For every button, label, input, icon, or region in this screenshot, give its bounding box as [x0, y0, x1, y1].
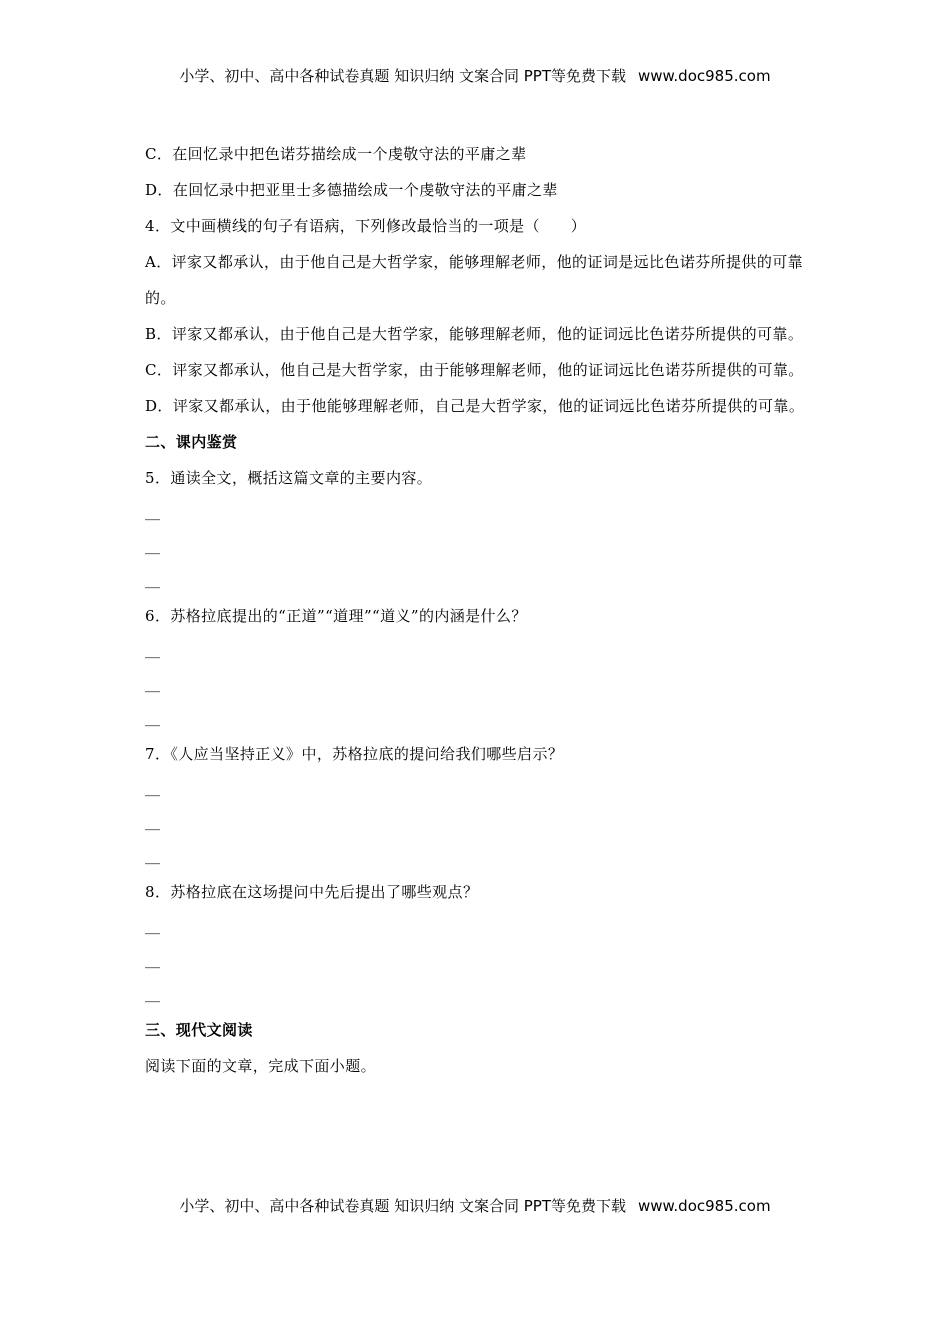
header-text: 小学、初中、高中各种试卷真题 知识归纳 文案合同 PPT等免费下载	[179, 67, 626, 85]
answer-blank[interactable]: ＿	[145, 814, 161, 832]
q3-option-d: D．在回忆录中把亚里士多德描绘成一个虔敬守法的平庸之辈	[145, 181, 558, 199]
q4-option-c: C．评家又都承认，他自己是大哲学家，由于能够理解老师，他的证词远比色诺芬所提供的可靠。	[145, 361, 804, 379]
footer-url[interactable]: www.doc985.com	[637, 1197, 771, 1215]
q4-stem: 4．文中画横线的句子有语病，下列修改最恰当的一项是（ ）	[145, 217, 587, 235]
header-url[interactable]: www.doc985.com	[637, 67, 771, 85]
q3-option-c: C．在回忆录中把色诺芬描绘成一个虔敬守法的平庸之辈	[145, 145, 527, 163]
page-footer	[0, 1196, 950, 1216]
page-header	[0, 66, 950, 86]
q4-option-b: B．评家又都承认，由于他自己是大哲学家，能够理解老师，他的证词远比色诺芬所提供的可靠。	[145, 325, 804, 343]
answer-blank[interactable]: ＿	[145, 952, 161, 970]
q7-stem: 7．《人应当坚持正义》中，苏格拉底的提问给我们哪些启示？	[145, 745, 564, 763]
q5-stem: 5．通读全文，概括这篇文章的主要内容。	[145, 469, 433, 487]
section-3-instruction: 阅读下面的文章，完成下面小题。	[145, 1057, 377, 1075]
answer-blank[interactable]: ＿	[145, 848, 161, 866]
answer-blank[interactable]: ＿	[145, 918, 161, 936]
answer-blank[interactable]: ＿	[145, 710, 161, 728]
q8-stem: 8．苏格拉底在这场提问中先后提出了哪些观点？	[145, 883, 479, 901]
answer-blank[interactable]: ＿	[145, 676, 161, 694]
document-body	[145, 136, 810, 1084]
answer-blank[interactable]: ＿	[145, 572, 161, 590]
answer-blank[interactable]: ＿	[145, 780, 161, 798]
footer-text: 小学、初中、高中各种试卷真题 知识归纳 文案合同 PPT等免费下载	[179, 1197, 626, 1215]
answer-blank[interactable]: ＿	[145, 504, 161, 522]
section-3-title: 三、现代文阅读	[145, 1021, 253, 1039]
q4-option-a: A．评家又都承认，由于他自己是大哲学家，能够理解老师，他的证词是远比色诺芬所提供的可靠的。	[145, 253, 804, 307]
answer-blank[interactable]: ＿	[145, 986, 161, 1004]
q6-stem: 6．苏格拉底提出的“正道”“道理”“道义”的内涵是什么？	[145, 607, 527, 625]
section-2-title: 二、课内鉴赏	[145, 433, 238, 451]
q4-option-d: D．评家又都承认，由于他能够理解老师，自己是大哲学家，他的证词远比色诺芬所提供的可靠。	[145, 397, 805, 415]
answer-blank[interactable]: ＿	[145, 642, 161, 660]
answer-blank[interactable]: ＿	[145, 538, 161, 556]
